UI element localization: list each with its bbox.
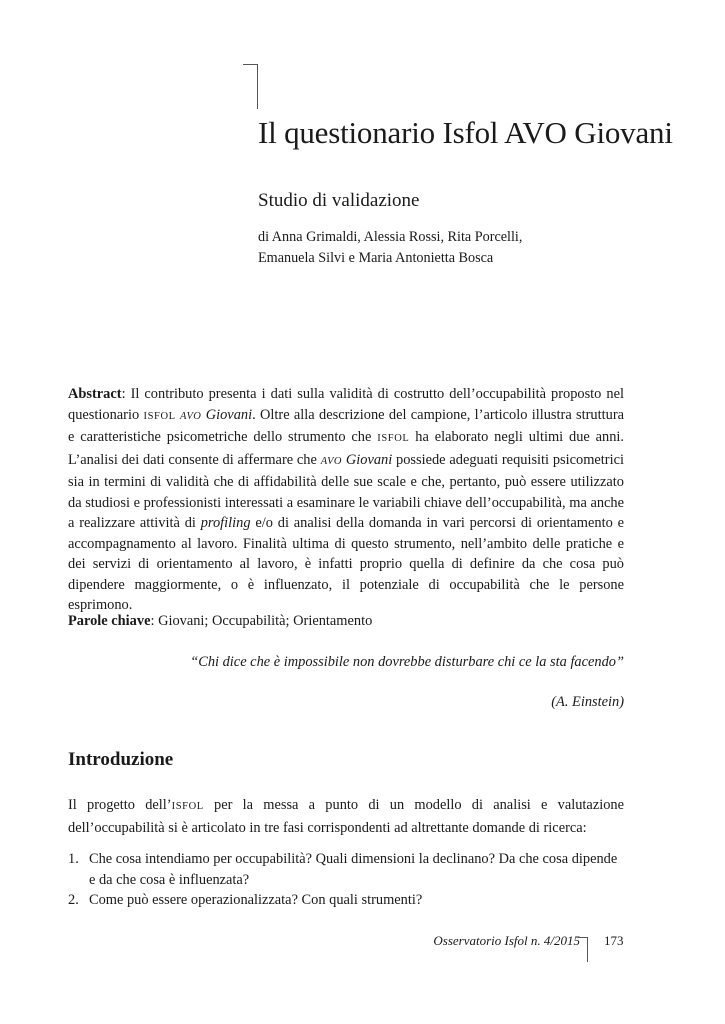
giovani-italic: Giovani bbox=[201, 406, 253, 423]
page-number: 173 bbox=[604, 933, 624, 948]
abstract-text-4: possiede adeguati requisiti psicometrici sia in termini di validità che di affidabilità delle sue scale e che, pertanto, può essere utilizzato da studiosi e professionisti interessati a esaminare le variabili chiave dell’occupabilità, ma anche a realizzare attività di bbox=[68, 451, 624, 531]
list-item-text: Come può essere operazionalizzata? Con quali strumenti? bbox=[89, 892, 423, 908]
author-list bbox=[258, 227, 678, 269]
author-line-2: Emanuela Silvi e Maria Antonietta Bosca bbox=[258, 250, 494, 266]
list-item-text: Che cosa intendiamo per occupabilità? Quali dimensioni la declinano? Da che cosa dipende e da che cosa è influenzata? bbox=[89, 851, 618, 888]
article-title: Il questionario Isfol AVO Giovani bbox=[258, 115, 673, 150]
avo-smallcaps: AVO bbox=[180, 410, 202, 422]
abstract-paragraph bbox=[68, 384, 624, 616]
epigraph-author: (A. Einstein) bbox=[551, 694, 624, 710]
intro-text-1: Il progetto dell’ bbox=[68, 797, 172, 813]
epigraph-quote: “Chi dice che è impossibile non dovrebbe disturbare chi ce la sta facendo” bbox=[190, 654, 624, 670]
isfol-smallcaps: ISFOL bbox=[171, 801, 204, 812]
keywords-label: Parole chiave bbox=[68, 613, 151, 629]
list-item-number: 1. bbox=[68, 851, 79, 867]
corner-crop-mark bbox=[243, 64, 258, 109]
list-item bbox=[68, 890, 624, 911]
keywords-text: : Giovani; Occupabilità; Orientamento bbox=[150, 613, 373, 629]
abstract-text-1: : Il contributo presenta i dati sulla validità di costrutto dell’occupabilità proposto nel questionario bbox=[68, 386, 624, 423]
intro-text-2: per la messa a punto di un modello di analisi e valutazione dell’occupabilità si è articolato in tre fasi corrispondenti ad altrettante domande di ricerca: bbox=[68, 797, 624, 836]
profiling-italic: profiling bbox=[200, 515, 251, 531]
isfol-smallcaps: ISFOL bbox=[143, 410, 176, 422]
isfol-smallcaps: ISFOL bbox=[377, 433, 410, 444]
abstract-text-2: . Oltre alla descrizione del campione, l’articolo illustra struttura e caratteristiche psicometriche dello strumento che bbox=[68, 406, 624, 445]
author-line-1: di Anna Grimaldi, Alessia Rossi, Rita Porcelli, bbox=[258, 229, 523, 245]
journal-footer: Osservatorio Isfol n. 4/2015 bbox=[433, 933, 580, 948]
avo-smallcaps: AVO bbox=[320, 455, 343, 467]
section-heading-introduzione: Introduzione bbox=[68, 749, 174, 770]
article-subtitle: Studio di validazione bbox=[258, 190, 420, 211]
intro-paragraph bbox=[68, 795, 624, 838]
giovani-italic: Giovani bbox=[342, 451, 393, 468]
list-item-number: 2. bbox=[68, 892, 79, 908]
corner-crop-mark bbox=[578, 937, 588, 962]
abstract-label: Abstract bbox=[68, 386, 122, 402]
list-item bbox=[68, 849, 624, 890]
research-questions-list bbox=[68, 849, 624, 911]
abstract-text-3: ha elaborato negli ultimi due anni. L’analisi dei dati consente di affermare che bbox=[68, 429, 625, 468]
keywords-line bbox=[68, 611, 624, 631]
abstract-text-5: e/o di analisi della domanda in vari percorsi di orientamento e accompagnamento al lavoro. Finalità ultima di questo strumento, nell’ambito delle pratiche e dei servizi di orientamento al lavoro, è infatti proprio quella di definire da che cosa può dipendere maggiormente, o è influenzato, il potenziale di occupabilità che le persone esprimono. bbox=[68, 515, 624, 613]
